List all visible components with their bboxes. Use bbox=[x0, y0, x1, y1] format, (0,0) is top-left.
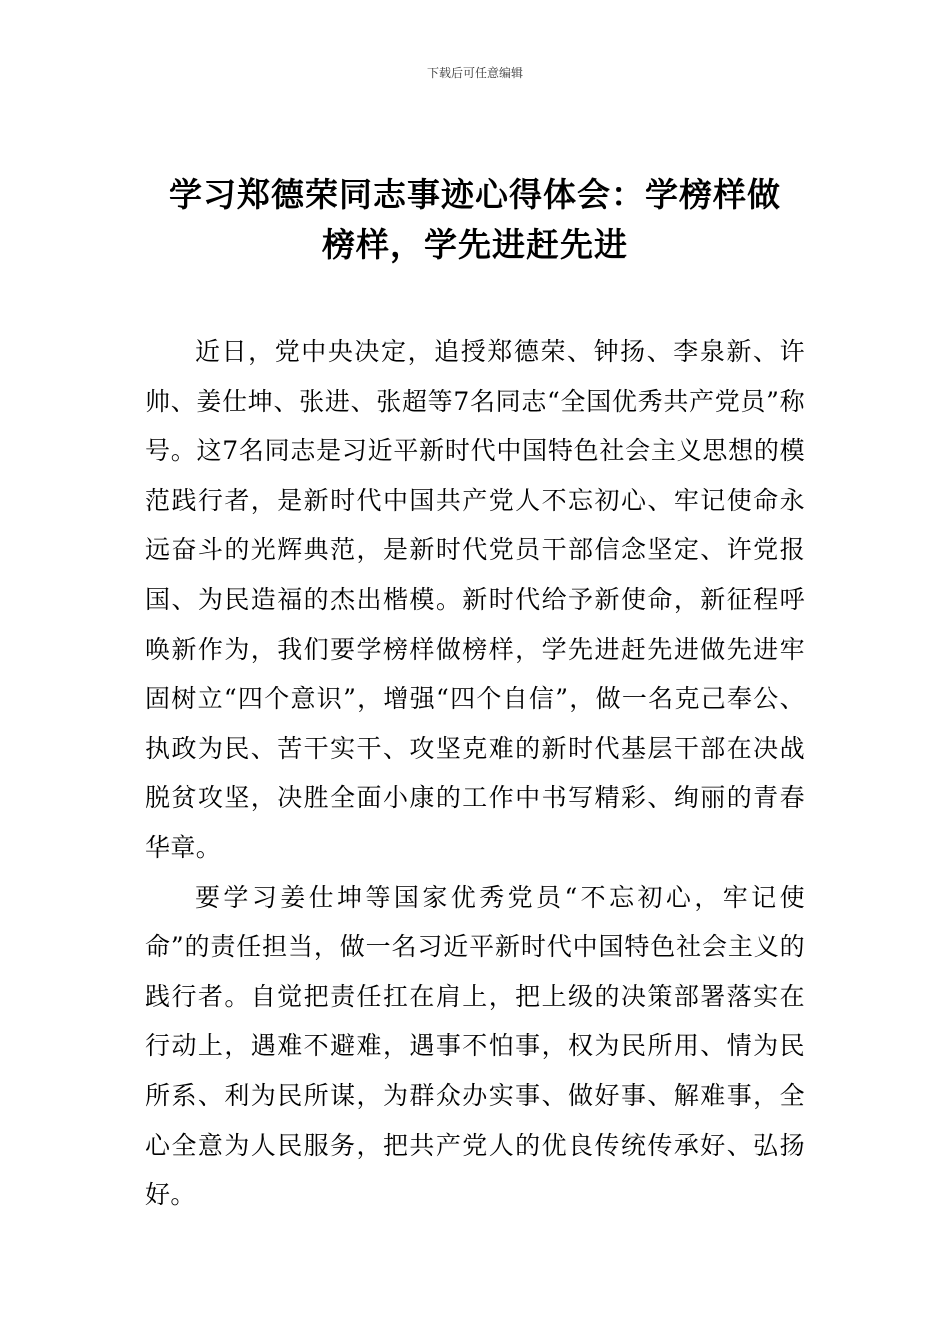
header-note: 下载后可任意编辑 bbox=[426, 66, 523, 80]
title-line-2: 榜样，学先进赶先进 bbox=[322, 225, 628, 264]
paragraph-1: 近日，党中央决定，追授郑德荣、钟扬、李泉新、许帅、姜仕坤、张进、张超等7名同志“全国优秀共产党员”称号。这7名同志是习近平新时代中国特色社会主义思想的模范践行者，是新时代中国共产党人不忘初心、牢记使命永远奋斗的光辉典范，是新时代党员干部信念坚定、许党报国、为民造福的杰出楷模。新时代给予新使命，新征程呼唤新作为，我们要学榜样做榜样，学先进赶先进做先进牢固树立“四个意识”，增强“四个自信”，做一名克己奉公、执政为民、苦干实干、攻坚克难的新时代基层干部在决战脱贫攻坚，决胜全面小康的工作中书写精彩、绚丽的青春华章。 bbox=[145, 337, 805, 862]
document-title bbox=[145, 170, 805, 270]
paragraph-2: 要学习姜仕坤等国家优秀党员“不忘初心，牢记使命”的责任担当，做一名习近平新时代中国特色社会主义的践行者。自觉把责任扛在肩上，把上级的决策部署落实在行动上，遇难不避难，遇事不怕事，权为民所用、情为民所系、利为民所谋，为群众办实事、做好事、解难事，全心全意为人民服务，把共产党人的优良传统传承好、弘扬好。 bbox=[145, 882, 805, 1210]
title-line-1: 学习郑德荣同志事迹心得体会：学榜样做 bbox=[169, 175, 781, 214]
document-body bbox=[145, 327, 805, 1220]
